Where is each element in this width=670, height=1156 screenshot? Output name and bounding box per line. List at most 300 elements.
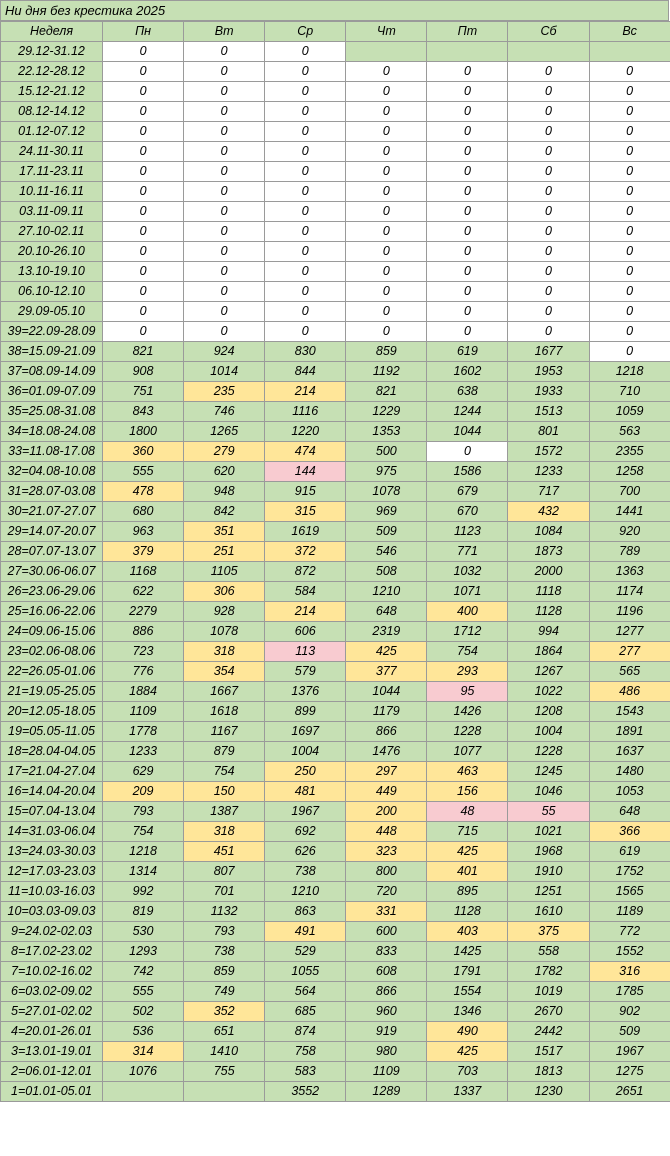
day-cell-wed[interactable]: 0 [265,122,346,142]
day-cell-mon[interactable]: 0 [103,182,184,202]
day-cell-sat[interactable]: 1230 [508,1082,589,1102]
day-cell-fri[interactable]: 1044 [427,422,508,442]
day-cell-thu[interactable]: 1229 [346,402,427,422]
week-label-cell[interactable]: 19=05.05-11.05 [1,722,103,742]
day-cell-tue[interactable]: 924 [184,342,265,362]
day-cell-tue[interactable]: 879 [184,742,265,762]
day-cell-sat[interactable]: 0 [508,222,589,242]
day-cell-sun[interactable]: 1565 [589,882,670,902]
day-cell-tue[interactable]: 0 [184,142,265,162]
day-cell-mon[interactable]: 0 [103,142,184,162]
day-cell-sat[interactable]: 0 [508,82,589,102]
day-cell-wed[interactable]: 863 [265,902,346,922]
day-cell-fri[interactable]: 0 [427,322,508,342]
day-cell-mon[interactable]: 0 [103,202,184,222]
day-cell-sat[interactable]: 0 [508,202,589,222]
day-cell-thu[interactable]: 800 [346,862,427,882]
day-cell-mon[interactable]: 751 [103,382,184,402]
week-label-cell[interactable]: 22.12-28.12 [1,62,103,82]
day-cell-thu[interactable]: 0 [346,222,427,242]
day-cell-thu[interactable]: 0 [346,142,427,162]
day-cell-tue[interactable]: 150 [184,782,265,802]
day-cell-fri[interactable]: 715 [427,822,508,842]
header-thu[interactable]: Чт [346,22,427,42]
day-cell-wed[interactable]: 144 [265,462,346,482]
day-cell-mon[interactable]: 0 [103,222,184,242]
day-cell-sat[interactable]: 1517 [508,1042,589,1062]
day-cell-wed[interactable]: 529 [265,942,346,962]
day-cell-thu[interactable]: 980 [346,1042,427,1062]
day-cell-wed[interactable]: 844 [265,362,346,382]
day-cell-sat[interactable]: 375 [508,922,589,942]
day-cell-sun[interactable] [589,42,670,62]
day-cell-mon[interactable]: 0 [103,122,184,142]
day-cell-sat[interactable]: 1022 [508,682,589,702]
week-label-cell[interactable]: 3=13.01-19.01 [1,1042,103,1062]
day-cell-sun[interactable]: 1785 [589,982,670,1002]
day-cell-wed[interactable]: 1619 [265,522,346,542]
day-cell-sat[interactable] [508,42,589,62]
day-cell-sun[interactable]: 1891 [589,722,670,742]
day-cell-tue[interactable]: 1078 [184,622,265,642]
day-cell-wed[interactable]: 0 [265,262,346,282]
day-cell-sat[interactable]: 0 [508,302,589,322]
day-cell-fri[interactable]: 0 [427,262,508,282]
day-cell-fri[interactable]: 0 [427,62,508,82]
day-cell-sat[interactable]: 1677 [508,342,589,362]
day-cell-sat[interactable]: 1910 [508,862,589,882]
day-cell-fri[interactable]: 156 [427,782,508,802]
day-cell-fri[interactable]: 1337 [427,1082,508,1102]
day-cell-wed[interactable]: 0 [265,202,346,222]
day-cell-sun[interactable]: 1967 [589,1042,670,1062]
day-cell-tue[interactable]: 754 [184,762,265,782]
day-cell-thu[interactable]: 500 [346,442,427,462]
day-cell-sun[interactable]: 0 [589,282,670,302]
week-label-cell[interactable]: 39=22.09-28.09 [1,322,103,342]
day-cell-mon[interactable]: 314 [103,1042,184,1062]
day-cell-sat[interactable]: 1968 [508,842,589,862]
day-cell-mon[interactable]: 0 [103,322,184,342]
day-cell-sun[interactable]: 0 [589,342,670,362]
day-cell-tue[interactable]: 701 [184,882,265,902]
day-cell-sun[interactable]: 316 [589,962,670,982]
day-cell-mon[interactable]: 1314 [103,862,184,882]
day-cell-fri[interactable]: 703 [427,1062,508,1082]
day-cell-tue[interactable]: 351 [184,522,265,542]
day-cell-wed[interactable]: 692 [265,822,346,842]
day-cell-mon[interactable]: 821 [103,342,184,362]
day-cell-fri[interactable]: 0 [427,222,508,242]
week-label-cell[interactable]: 2=06.01-12.01 [1,1062,103,1082]
day-cell-mon[interactable]: 819 [103,902,184,922]
day-cell-sun[interactable]: 0 [589,222,670,242]
day-cell-fri[interactable]: 0 [427,102,508,122]
day-cell-thu[interactable]: 1476 [346,742,427,762]
day-cell-sun[interactable]: 2355 [589,442,670,462]
day-cell-tue[interactable]: 1387 [184,802,265,822]
week-label-cell[interactable]: 7=10.02-16.02 [1,962,103,982]
day-cell-mon[interactable]: 886 [103,622,184,642]
day-cell-sun[interactable]: 366 [589,822,670,842]
header-wed[interactable]: Ср [265,22,346,42]
day-cell-sun[interactable]: 789 [589,542,670,562]
day-cell-fri[interactable]: 771 [427,542,508,562]
day-cell-tue[interactable]: 842 [184,502,265,522]
day-cell-wed[interactable]: 1967 [265,802,346,822]
week-label-cell[interactable]: 21=19.05-25.05 [1,682,103,702]
day-cell-wed[interactable]: 113 [265,642,346,662]
day-cell-mon[interactable]: 754 [103,822,184,842]
day-cell-thu[interactable]: 919 [346,1022,427,1042]
day-cell-tue[interactable]: 0 [184,242,265,262]
day-cell-wed[interactable]: 0 [265,182,346,202]
day-cell-wed[interactable]: 214 [265,602,346,622]
day-cell-thu[interactable]: 0 [346,62,427,82]
day-cell-mon[interactable]: 555 [103,982,184,1002]
day-cell-tue[interactable]: 354 [184,662,265,682]
day-cell-sat[interactable]: 1953 [508,362,589,382]
day-cell-sun[interactable]: 0 [589,262,670,282]
day-cell-sat[interactable]: 0 [508,182,589,202]
week-label-cell[interactable]: 06.10-12.10 [1,282,103,302]
day-cell-wed[interactable]: 250 [265,762,346,782]
day-cell-wed[interactable]: 0 [265,302,346,322]
day-cell-thu[interactable]: 1179 [346,702,427,722]
day-cell-sat[interactable]: 2000 [508,562,589,582]
day-cell-sat[interactable]: 1019 [508,982,589,1002]
day-cell-sun[interactable]: 1363 [589,562,670,582]
day-cell-thu[interactable]: 508 [346,562,427,582]
day-cell-mon[interactable]: 0 [103,62,184,82]
day-cell-mon[interactable]: 379 [103,542,184,562]
day-cell-fri[interactable]: 619 [427,342,508,362]
day-cell-sat[interactable]: 1873 [508,542,589,562]
day-cell-mon[interactable]: 0 [103,162,184,182]
day-cell-sun[interactable]: 277 [589,642,670,662]
day-cell-sun[interactable]: 1752 [589,862,670,882]
day-cell-mon[interactable]: 2279 [103,602,184,622]
day-cell-wed[interactable]: 315 [265,502,346,522]
day-cell-fri[interactable]: 670 [427,502,508,522]
day-cell-thu[interactable]: 0 [346,322,427,342]
day-cell-sat[interactable]: 0 [508,322,589,342]
day-cell-fri[interactable]: 1426 [427,702,508,722]
day-cell-sun[interactable]: 1480 [589,762,670,782]
day-cell-tue[interactable]: 749 [184,982,265,1002]
day-cell-fri[interactable]: 48 [427,802,508,822]
day-cell-mon[interactable]: 536 [103,1022,184,1042]
day-cell-wed[interactable]: 1004 [265,742,346,762]
day-cell-mon[interactable]: 502 [103,1002,184,1022]
week-label-cell[interactable]: 5=27.01-02.02 [1,1002,103,1022]
day-cell-mon[interactable]: 1076 [103,1062,184,1082]
day-cell-sat[interactable]: 1813 [508,1062,589,1082]
week-label-cell[interactable]: 4=20.01-26.01 [1,1022,103,1042]
day-cell-sat[interactable]: 0 [508,102,589,122]
day-cell-mon[interactable]: 843 [103,402,184,422]
day-cell-wed[interactable]: 0 [265,222,346,242]
day-cell-wed[interactable]: 0 [265,82,346,102]
day-cell-fri[interactable]: 1602 [427,362,508,382]
day-cell-thu[interactable]: 0 [346,82,427,102]
day-cell-tue[interactable]: 620 [184,462,265,482]
day-cell-fri[interactable]: 403 [427,922,508,942]
day-cell-sat[interactable]: 2670 [508,1002,589,1022]
day-cell-tue[interactable]: 0 [184,102,265,122]
day-cell-wed[interactable]: 1376 [265,682,346,702]
day-cell-thu[interactable]: 960 [346,1002,427,1022]
day-cell-tue[interactable]: 1167 [184,722,265,742]
day-cell-tue[interactable]: 306 [184,582,265,602]
day-cell-sun[interactable]: 1174 [589,582,670,602]
day-cell-sun[interactable]: 563 [589,422,670,442]
day-cell-sat[interactable]: 801 [508,422,589,442]
week-label-cell[interactable]: 37=08.09-14.09 [1,362,103,382]
day-cell-tue[interactable]: 0 [184,162,265,182]
day-cell-fri[interactable]: 0 [427,242,508,262]
day-cell-sat[interactable]: 432 [508,502,589,522]
week-label-cell[interactable]: 10=03.03-09.03 [1,902,103,922]
day-cell-sat[interactable]: 0 [508,122,589,142]
day-cell-wed[interactable]: 583 [265,1062,346,1082]
day-cell-mon[interactable]: 793 [103,802,184,822]
day-cell-sat[interactable]: 1572 [508,442,589,462]
day-cell-sun[interactable]: 0 [589,202,670,222]
day-cell-tue[interactable]: 1410 [184,1042,265,1062]
day-cell-wed[interactable]: 685 [265,1002,346,1022]
day-cell-sat[interactable]: 0 [508,282,589,302]
day-cell-fri[interactable]: 1032 [427,562,508,582]
day-cell-sat[interactable]: 1021 [508,822,589,842]
day-cell-wed[interactable]: 0 [265,162,346,182]
day-cell-mon[interactable]: 1109 [103,702,184,722]
day-cell-thu[interactable]: 0 [346,202,427,222]
day-cell-mon[interactable]: 555 [103,462,184,482]
day-cell-mon[interactable]: 1800 [103,422,184,442]
day-cell-tue[interactable]: 251 [184,542,265,562]
day-cell-wed[interactable]: 0 [265,42,346,62]
week-label-cell[interactable]: 27=30.06-06.07 [1,562,103,582]
day-cell-mon[interactable]: 1884 [103,682,184,702]
day-cell-tue[interactable]: 235 [184,382,265,402]
day-cell-tue[interactable]: 0 [184,182,265,202]
day-cell-thu[interactable]: 200 [346,802,427,822]
day-cell-fri[interactable]: 0 [427,202,508,222]
week-label-cell[interactable]: 11=10.03-16.03 [1,882,103,902]
day-cell-thu[interactable]: 0 [346,102,427,122]
day-cell-fri[interactable]: 1554 [427,982,508,1002]
day-cell-wed[interactable]: 738 [265,862,346,882]
day-cell-thu[interactable]: 449 [346,782,427,802]
day-cell-tue[interactable]: 807 [184,862,265,882]
day-cell-sun[interactable]: 619 [589,842,670,862]
day-cell-wed[interactable]: 1697 [265,722,346,742]
day-cell-thu[interactable]: 1044 [346,682,427,702]
day-cell-thu[interactable]: 1109 [346,1062,427,1082]
day-cell-sun[interactable]: 1552 [589,942,670,962]
day-cell-mon[interactable]: 742 [103,962,184,982]
day-cell-fri[interactable]: 754 [427,642,508,662]
day-cell-fri[interactable]: 95 [427,682,508,702]
day-cell-mon[interactable]: 360 [103,442,184,462]
day-cell-fri[interactable]: 293 [427,662,508,682]
week-label-cell[interactable]: 28=07.07-13.07 [1,542,103,562]
day-cell-mon[interactable]: 908 [103,362,184,382]
week-label-cell[interactable]: 15.12-21.12 [1,82,103,102]
day-cell-wed[interactable]: 0 [265,242,346,262]
day-cell-thu[interactable]: 2319 [346,622,427,642]
day-cell-mon[interactable]: 1168 [103,562,184,582]
week-label-cell[interactable]: 32=04.08-10.08 [1,462,103,482]
day-cell-fri[interactable]: 1071 [427,582,508,602]
day-cell-tue[interactable]: 1265 [184,422,265,442]
week-label-cell[interactable]: 24.11-30.11 [1,142,103,162]
week-label-cell[interactable]: 31=28.07-03.08 [1,482,103,502]
week-label-cell[interactable]: 8=17.02-23.02 [1,942,103,962]
day-cell-thu[interactable]: 648 [346,602,427,622]
day-cell-tue[interactable]: 859 [184,962,265,982]
day-cell-sun[interactable]: 0 [589,242,670,262]
day-cell-sat[interactable]: 1251 [508,882,589,902]
week-label-cell[interactable]: 12=17.03-23.03 [1,862,103,882]
day-cell-fri[interactable]: 425 [427,1042,508,1062]
header-tue[interactable]: Вт [184,22,265,42]
day-cell-wed[interactable]: 830 [265,342,346,362]
day-cell-sat[interactable]: 0 [508,242,589,262]
day-cell-wed[interactable]: 1116 [265,402,346,422]
day-cell-sun[interactable]: 1441 [589,502,670,522]
week-label-cell[interactable]: 35=25.08-31.08 [1,402,103,422]
day-cell-fri[interactable]: 0 [427,122,508,142]
day-cell-sun[interactable]: 0 [589,82,670,102]
day-cell-wed[interactable]: 579 [265,662,346,682]
day-cell-wed[interactable]: 584 [265,582,346,602]
day-cell-sat[interactable]: 2442 [508,1022,589,1042]
day-cell-tue[interactable]: 1105 [184,562,265,582]
day-cell-thu[interactable]: 0 [346,182,427,202]
day-cell-wed[interactable]: 874 [265,1022,346,1042]
week-label-cell[interactable]: 29.09-05.10 [1,302,103,322]
week-label-cell[interactable]: 29=14.07-20.07 [1,522,103,542]
day-cell-sun[interactable]: 0 [589,62,670,82]
day-cell-sun[interactable]: 0 [589,162,670,182]
day-cell-sun[interactable]: 710 [589,382,670,402]
day-cell-sun[interactable]: 1053 [589,782,670,802]
day-cell-fri[interactable]: 1128 [427,902,508,922]
day-cell-sat[interactable]: 55 [508,802,589,822]
day-cell-wed[interactable]: 758 [265,1042,346,1062]
day-cell-sun[interactable]: 1218 [589,362,670,382]
day-cell-sun[interactable]: 648 [589,802,670,822]
day-cell-mon[interactable]: 0 [103,82,184,102]
day-cell-sat[interactable]: 1610 [508,902,589,922]
day-cell-thu[interactable]: 833 [346,942,427,962]
day-cell-tue[interactable]: 1667 [184,682,265,702]
week-label-cell[interactable]: 01.12-07.12 [1,122,103,142]
week-label-cell[interactable]: 1=01.01-05.01 [1,1082,103,1102]
day-cell-tue[interactable]: 1618 [184,702,265,722]
day-cell-tue[interactable]: 0 [184,122,265,142]
day-cell-wed[interactable]: 474 [265,442,346,462]
day-cell-thu[interactable]: 509 [346,522,427,542]
week-label-cell[interactable]: 14=31.03-06.04 [1,822,103,842]
day-cell-tue[interactable]: 746 [184,402,265,422]
day-cell-fri[interactable]: 490 [427,1022,508,1042]
day-cell-wed[interactable]: 491 [265,922,346,942]
day-cell-tue[interactable]: 948 [184,482,265,502]
week-label-cell[interactable]: 34=18.08-24.08 [1,422,103,442]
day-cell-sat[interactable]: 1864 [508,642,589,662]
day-cell-sun[interactable]: 0 [589,302,670,322]
week-label-cell[interactable]: 26=23.06-29.06 [1,582,103,602]
day-cell-fri[interactable] [427,42,508,62]
day-cell-thu[interactable]: 866 [346,982,427,1002]
week-label-cell[interactable]: 20=12.05-18.05 [1,702,103,722]
day-cell-thu[interactable]: 969 [346,502,427,522]
day-cell-wed[interactable]: 915 [265,482,346,502]
day-cell-mon[interactable]: 963 [103,522,184,542]
day-cell-wed[interactable]: 872 [265,562,346,582]
day-cell-sat[interactable]: 1933 [508,382,589,402]
day-cell-mon[interactable]: 1293 [103,942,184,962]
day-cell-thu[interactable]: 0 [346,122,427,142]
day-cell-tue[interactable]: 928 [184,602,265,622]
week-label-cell[interactable]: 13.10-19.10 [1,262,103,282]
day-cell-wed[interactable]: 564 [265,982,346,1002]
day-cell-wed[interactable]: 0 [265,102,346,122]
day-cell-fri[interactable]: 0 [427,162,508,182]
day-cell-tue[interactable]: 0 [184,302,265,322]
day-cell-thu[interactable]: 1289 [346,1082,427,1102]
day-cell-thu[interactable]: 1192 [346,362,427,382]
day-cell-thu[interactable]: 448 [346,822,427,842]
day-cell-sun[interactable]: 2651 [589,1082,670,1102]
sheet-title[interactable]: Ни дня без крестика 2025 [0,0,669,21]
day-cell-fri[interactable]: 425 [427,842,508,862]
day-cell-wed[interactable]: 0 [265,142,346,162]
day-cell-fri[interactable]: 1712 [427,622,508,642]
day-cell-wed[interactable]: 1210 [265,882,346,902]
day-cell-tue[interactable]: 0 [184,282,265,302]
day-cell-sat[interactable]: 0 [508,142,589,162]
day-cell-tue[interactable]: 1132 [184,902,265,922]
day-cell-fri[interactable]: 0 [427,282,508,302]
day-cell-thu[interactable]: 859 [346,342,427,362]
day-cell-sun[interactable]: 1637 [589,742,670,762]
day-cell-tue[interactable]: 318 [184,822,265,842]
day-cell-wed[interactable]: 481 [265,782,346,802]
day-cell-mon[interactable]: 209 [103,782,184,802]
day-cell-tue[interactable]: 352 [184,1002,265,1022]
day-cell-thu[interactable]: 866 [346,722,427,742]
day-cell-sat[interactable]: 1208 [508,702,589,722]
week-label-cell[interactable]: 30=21.07-27.07 [1,502,103,522]
day-cell-sat[interactable]: 558 [508,942,589,962]
day-cell-mon[interactable]: 0 [103,102,184,122]
day-cell-sun[interactable]: 1059 [589,402,670,422]
day-cell-mon[interactable]: 622 [103,582,184,602]
day-cell-wed[interactable]: 1220 [265,422,346,442]
day-cell-tue[interactable]: 279 [184,442,265,462]
day-cell-fri[interactable]: 1123 [427,522,508,542]
day-cell-thu[interactable]: 331 [346,902,427,922]
day-cell-wed[interactable]: 372 [265,542,346,562]
day-cell-sun[interactable]: 0 [589,322,670,342]
day-cell-thu[interactable]: 821 [346,382,427,402]
day-cell-sun[interactable]: 772 [589,922,670,942]
day-cell-sun[interactable]: 700 [589,482,670,502]
